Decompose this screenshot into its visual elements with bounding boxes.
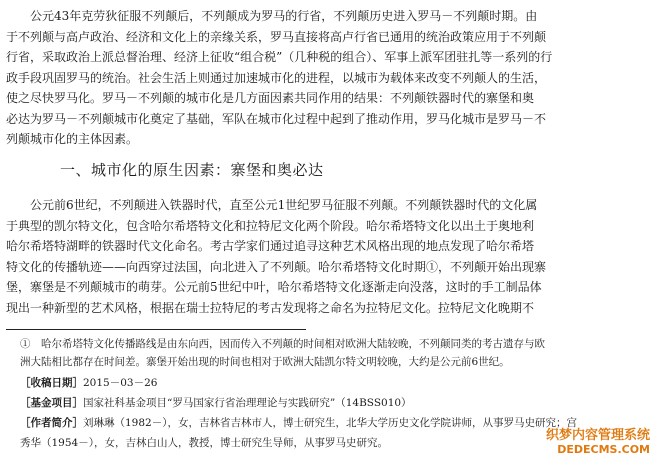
text-line: 于典型的凯尔特文化，包含哈尔希塔特文化和拉特尼文化两个阶段。哈尔希塔特文化以出土于奥地利 [6,218,535,233]
fund-label: ［基金项目］ [20,397,83,409]
footnote-line: ① 哈尔希塔特文化传播路线是由东向西，因而传入不列颠的时间相对欧洲大陆较晚，不列颠同类的考古遗存与欧 [20,338,545,350]
text-line: 哈尔希塔特湖畔的铁器时代文化命名。考古学家们通过追寻这种艺术风格出现的地点发现了哈尔希塔 [6,239,535,253]
text-line: 特文化的传播轨迹——向西穿过法国，向北进入了不列颠。哈尔希塔特文化时期①，不列颠开始出现寨 [6,259,547,274]
received-value: 2015－03－26 [83,377,158,389]
text-line: 列颠城市化的主体因素。 [6,132,139,146]
footnote-line: 洲大陆相比都存在时间差。寨堡开始出现的时间也相对于欧洲大陆凯尔特文明较晚，大约是公元前6世纪。 [20,356,510,368]
authors-line: 刘琳琳（1982－），女，吉林省吉林市人，博士研究生，北华大学历史文化学院讲师，从事罗马史研究；宫 [83,417,577,429]
fund-project [20,393,650,413]
text-line: 于不列颠与高卢政治、经济和文化上的亲缘关系，罗马直接将高卢行省已通用的统治政策应用于不列颠 [6,29,547,44]
body-paragraph [6,195,646,318]
intro-paragraph [6,6,646,150]
watermark-logo [546,428,650,456]
footnote [20,335,648,371]
text-line: 行省，采取政治上派总督治理、经济上征收“组合税”（几种税的组合）、军事上派军团驻扎等一系列的行 [6,50,553,64]
text-line: 现出一种新型的艺术风格，根据在瑞士拉特尼的考古发现将之命名为拉特尼文化。拉特尼文化晚期不 [6,300,535,315]
fund-value: 国家社科基金项目“罗马国家行省治理理论与实践研究”（14BSS010） [83,397,412,409]
watermark-line: 织梦内容管理系统 [545,428,650,443]
section-heading: 一、城市化的原生因素：寨堡和奥必达 [60,161,324,179]
authors-line: 秀华（1954－），女，吉林白山人，教授，博士研究生导师，从事罗马史研究。 [20,437,388,449]
footnote-divider [6,329,306,330]
received-date [20,373,650,393]
watermark-line: DEDECMS.COM [557,443,650,456]
text-line: 公元43年克劳狄征服不列颠后，不列颠成为罗马的行省，不列颠历史进入罗马－不列颠时期。由 [30,9,538,23]
authors-label: ［作者简介］ [20,417,83,429]
text-line: 政手段巩固罗马的统治。社会生活上则通过加速城市化的进程，以城市为载体来改变不列颠人的生活， [6,70,547,85]
text-line: 使之尽快罗马化。罗马－不列颠的城市化是几方面因素共同作用的结果：不列颠铁器时代的寨堡和奥 [6,91,535,105]
text-line: 公元前6世纪，不列颠进入铁器时代，直至公元1世纪罗马征服不列颠。不列颠铁器时代的文化属 [30,198,538,212]
received-label: ［收稿日期］ [20,377,83,389]
text-line: 堡，寨堡是不列颠城市的萌芽。公元前5世纪中叶，哈尔希塔特文化逐渐走向没落，这时的手工制品体 [6,280,542,294]
text-line: 必达为罗马－不列颠城市化奠定了基础，军队在城市化过程中起到了推动作用，罗马化城市是罗马－不 [6,111,547,126]
